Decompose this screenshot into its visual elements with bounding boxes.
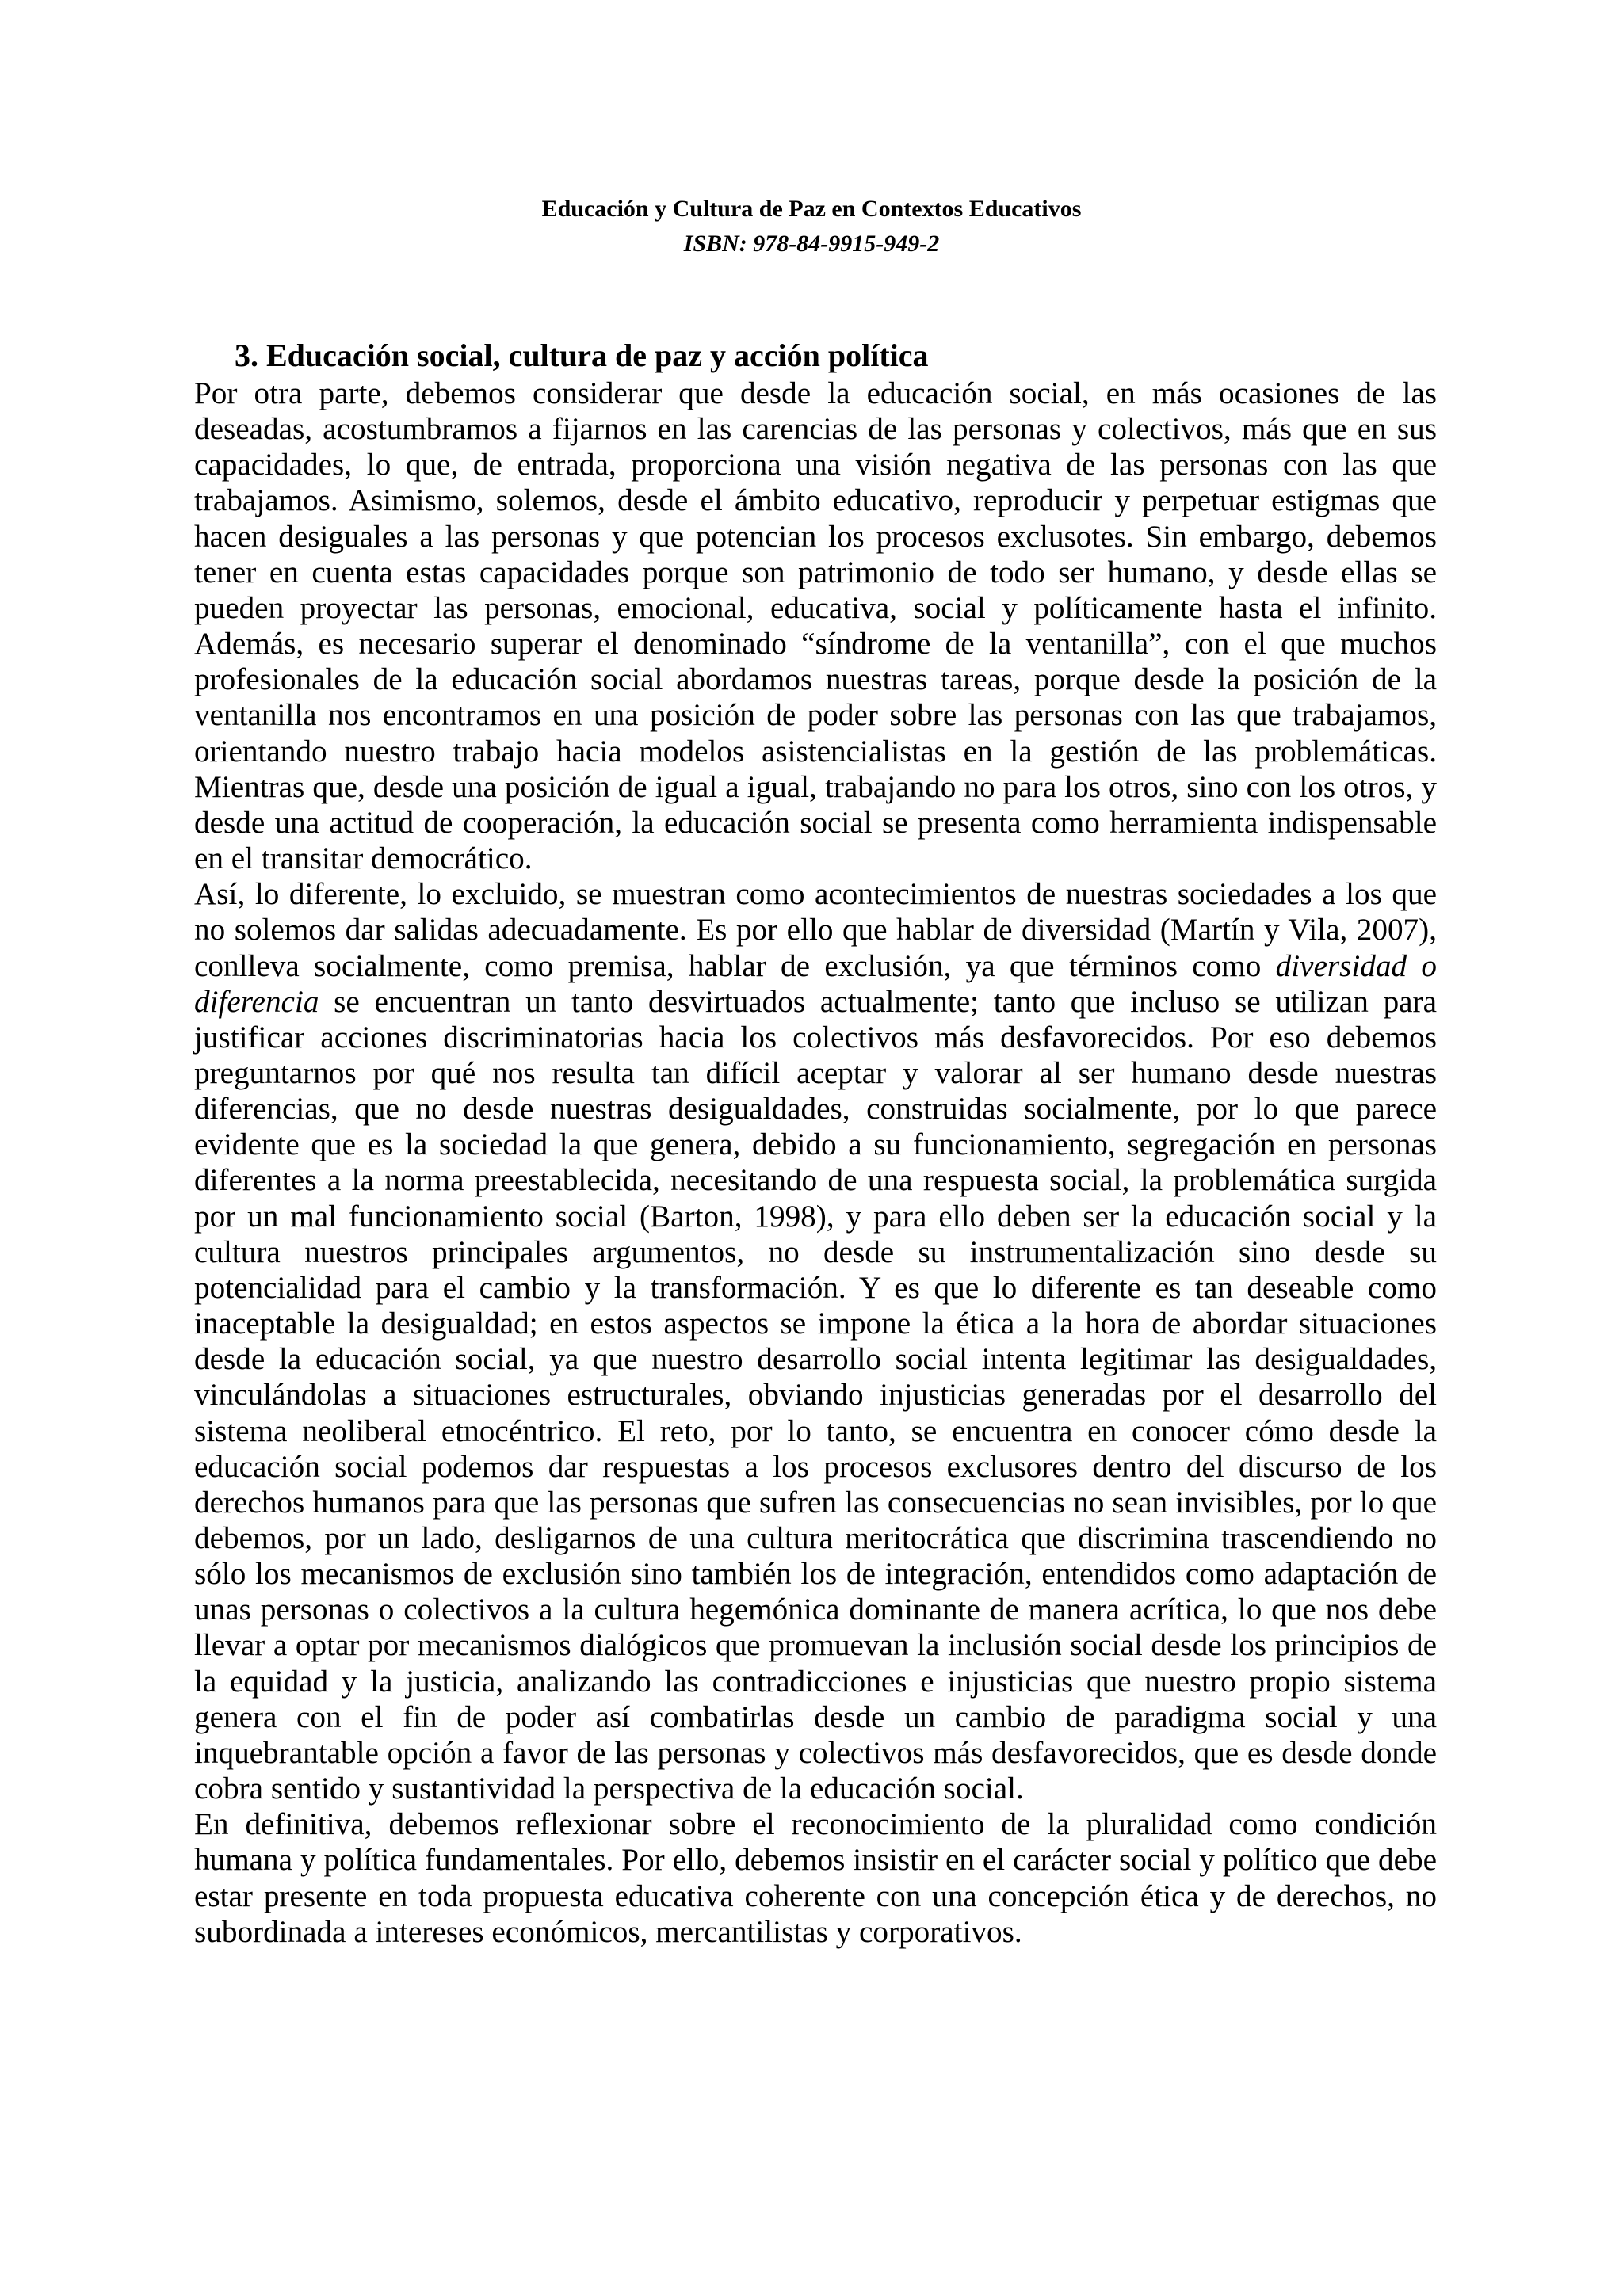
paragraph-2 bbox=[194, 876, 1437, 1806]
paragraph-2-part-1: Así, lo diferente, lo excluido, se muestran como acontecimientos de nuestras sociedades a los que no solemos dar salidas adecuadamente. Es por ello que hablar de diversidad (Martín y Vila, 2007), conlleva socialmente, como premisa, hablar de exclusión, ya que términos como bbox=[194, 877, 1437, 983]
page-header bbox=[0, 192, 1623, 261]
book-title: Educación y Cultura de Paz en Contextos Educativos bbox=[541, 196, 1082, 222]
paragraph-1: Por otra parte, debemos considerar que desde la educación social, en más ocasiones de las deseadas, acostumbramos a fijarnos en las carencias de las personas y colectivos, más que en sus capacidades, lo que, de entrada, proporciona una visión negativa de las personas con las que trabajamos. Asimismo, solemos, desde el ámbito educativo, reproducir y perpetuar estigmas que hacen desiguales a las personas y que potencian los procesos exclusotes. Sin embargo, debemos tener en cuenta estas capacidades porque son patrimonio de todo ser humano, y desde ellas se pueden proyectar las personas, emocional, educativa, social y políticamente hasta el infinito. Además, es necesario superar el denominado “síndrome de la ventanilla”, con el que muchos profesionales de la educación social abordamos nuestras tareas, porque desde la posición de la ventanilla nos encontramos en una posición de poder sobre las personas con las que trabajamos, orientando nuestro trabajo hacia modelos asistencialistas en la gestión de las problemáticas. Mientras que, desde una posición de igual a igual, trabajando no para los otros, sino con los otros, y desde una actitud de cooperación, la educación social se presenta como herramienta indispensable en el transitar democrático. bbox=[194, 376, 1437, 876]
italic-term: diversidad o diferencia bbox=[194, 948, 1437, 1019]
paragraph-3: En definitiva, debemos reflexionar sobre el reconocimiento de la pluralidad como condición humana y política fundamentales. Por ello, debemos insistir en el carácter social y político que debe estar presente en toda propuesta educativa coherente con una concepción ética y de derechos, no subordinada a intereses económicos, mercantilistas y corporativos. bbox=[194, 1807, 1437, 1949]
paragraph-2-part-2: se encuentran un tanto desvirtuados actualmente; tanto que incluso se utilizan para justificar acciones discriminatorias hacia los colectivos más desfavorecidos. Por eso debemos preguntarnos por qué nos resulta tan difícil aceptar y valorar al ser humano desde nuestras diferencias, que no desde nuestras desigualdades, construidas socialmente, por lo que parece evidente que es la sociedad la que genera, debido a su funcionamiento, segregación en personas diferentes a la norma preestablecida, necesitando de una respuesta social, la problemática surgida por un mal funcionamiento social (Barton, 1998), y para ello deben ser la educación social y la cultura nuestros principales argumentos, no desde su instrumentalización sino desde su potencialidad para el cambio y la transformación. Y es que lo diferente es tan deseable como inaceptable la desigualdad; en estos aspectos se impone la ética a la hora de abordar situaciones desde la educación social, ya que nuestro desarrollo social intenta legitimar las desigualdades, vinculándolas a situaciones estructurales, obviando injusticias generadas por el desarrollo del sistema neoliberal etnocéntrico. El reto, por lo tanto, se encuentra en conocer cómo desde la educación social podemos dar respuestas a los procesos exclusores dentro del discurso de los derechos humanos para que las personas que sufren las consecuencias no sean invisibles, por lo que debemos, por un lado, desligarnos de una cultura meritocrática que discrimina trascendiendo no sólo los mecanismos de exclusión sino también los de integración, entendidos como adaptación de unas personas o colectivos a la cultura hegemónica dominante de manera acrítica, lo que nos debe llevar a optar por mecanismos dialógicos que promuevan la inclusión social desde los principios de la equidad y la justicia, analizando las contradicciones e injusticias que nuestro propio sistema genera con el fin de poder así combatirlas desde un cambio de paradigma social y una inquebrantable opción a favor de las personas y colectivos más desfavorecidos, que es desde donde cobra sentido y sustantividad la perspectiva de la educación social. bbox=[194, 984, 1437, 1806]
isbn-line: ISBN: 978-84-9915-949-2 bbox=[683, 231, 940, 257]
section-heading: 3. Educación social, cultura de paz y acción política bbox=[235, 338, 929, 373]
body-text bbox=[194, 376, 1437, 1950]
